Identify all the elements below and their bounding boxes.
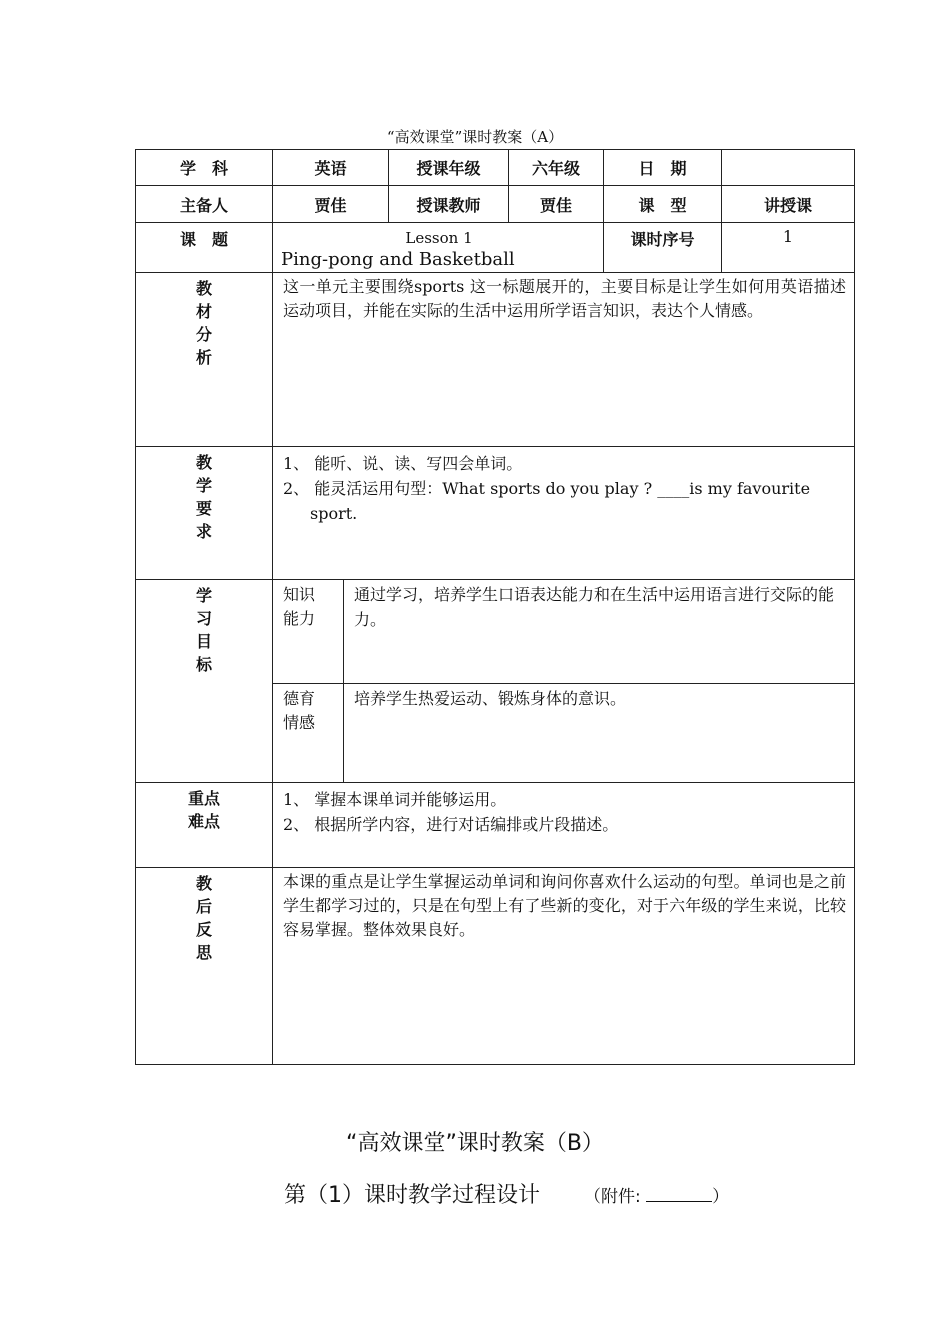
table-row xyxy=(136,150,855,186)
teacher-value: 贾佳 xyxy=(509,186,604,223)
moral-text: 培养学生热爱运动、锻炼身体的意识。 xyxy=(344,684,855,783)
lesson-type-value: 讲授课 xyxy=(722,186,855,223)
moral-label: 德育 情感 xyxy=(273,684,344,783)
preparer-value: 贾佳 xyxy=(273,186,389,223)
requirements-label: 教 学 要 求 xyxy=(136,447,273,580)
list-item: 1、 掌握本课单词并能够运用。 xyxy=(283,790,507,809)
date-label: 日 期 xyxy=(604,150,722,186)
topic-label: 课 题 xyxy=(136,223,273,273)
topic-line-2: Ping-pong and Basketball xyxy=(281,249,515,270)
list-item: 1、 能听、说、读、写四会单词。 xyxy=(283,454,523,473)
grade-value: 六年级 xyxy=(509,150,604,186)
teacher-label: 授课教师 xyxy=(389,186,509,223)
table-row xyxy=(136,868,855,1065)
key-points-list xyxy=(273,783,855,868)
list-item: 2、 根据所学内容，进行对话编排或片段描述。 xyxy=(283,815,619,834)
requirements-list xyxy=(273,447,855,580)
list-item: 2、 能灵活运用句型：What sports do you play ? ____is my favourite sport. xyxy=(283,479,811,523)
lesson-plan-table xyxy=(135,149,855,1065)
key-points-label: 重点 难点 xyxy=(136,783,273,868)
table-row xyxy=(136,273,855,447)
process-design-title: 第（1）课时教学过程设计 xyxy=(284,1183,540,1208)
preparer-label: 主备人 xyxy=(136,186,273,223)
subject-label: 学 科 xyxy=(136,150,273,186)
knowledge-text: 通过学习，培养学生口语表达能力和在生活中运用语言进行交际的能力。 xyxy=(344,580,855,684)
attachment-blank[interactable] xyxy=(646,1185,712,1202)
table-row xyxy=(136,223,855,273)
lesson-plan-b-title: “高效课堂”课时教案（B） xyxy=(346,1131,604,1156)
table-row xyxy=(136,783,855,868)
knowledge-label: 知识 能力 xyxy=(273,580,344,684)
objectives-label: 学 习 目 标 xyxy=(136,580,273,783)
topic-line-1: Lesson 1 xyxy=(405,229,473,247)
table-row xyxy=(136,580,855,684)
topic-value xyxy=(273,223,604,273)
lesson-plan-a-title: “高效课堂”课时教案（A） xyxy=(386,128,564,146)
table-row xyxy=(136,186,855,223)
period-value: 1 xyxy=(722,223,855,273)
analysis-text: 这一单元主要围绕sports 这一标题展开的，主要目标是让学生如何用英语描述运动项目，并能在实际的生活中运用所学语言知识，表达个人情感。 xyxy=(273,273,855,447)
period-label: 课时序号 xyxy=(604,223,722,273)
date-value[interactable] xyxy=(722,150,855,186)
lesson-type-label: 课 型 xyxy=(604,186,722,223)
analysis-label: 教 材 分 析 xyxy=(136,273,273,447)
subject-value: 英语 xyxy=(273,150,389,186)
table-row xyxy=(136,447,855,580)
reflection-text: 本课的重点是让学生掌握运动单词和询问你喜欢什么运动的句型。单词也是之前学生都学习过的，只是在句型上有了些新的变化，对于六年级的学生来说，比较容易掌握。整体效果良好。 xyxy=(273,868,855,1065)
grade-label: 授课年级 xyxy=(389,150,509,186)
process-design-heading xyxy=(284,1178,729,1209)
attachment-note: （附件: ） xyxy=(584,1187,730,1207)
reflection-label: 教 后 反 思 xyxy=(136,868,273,1065)
